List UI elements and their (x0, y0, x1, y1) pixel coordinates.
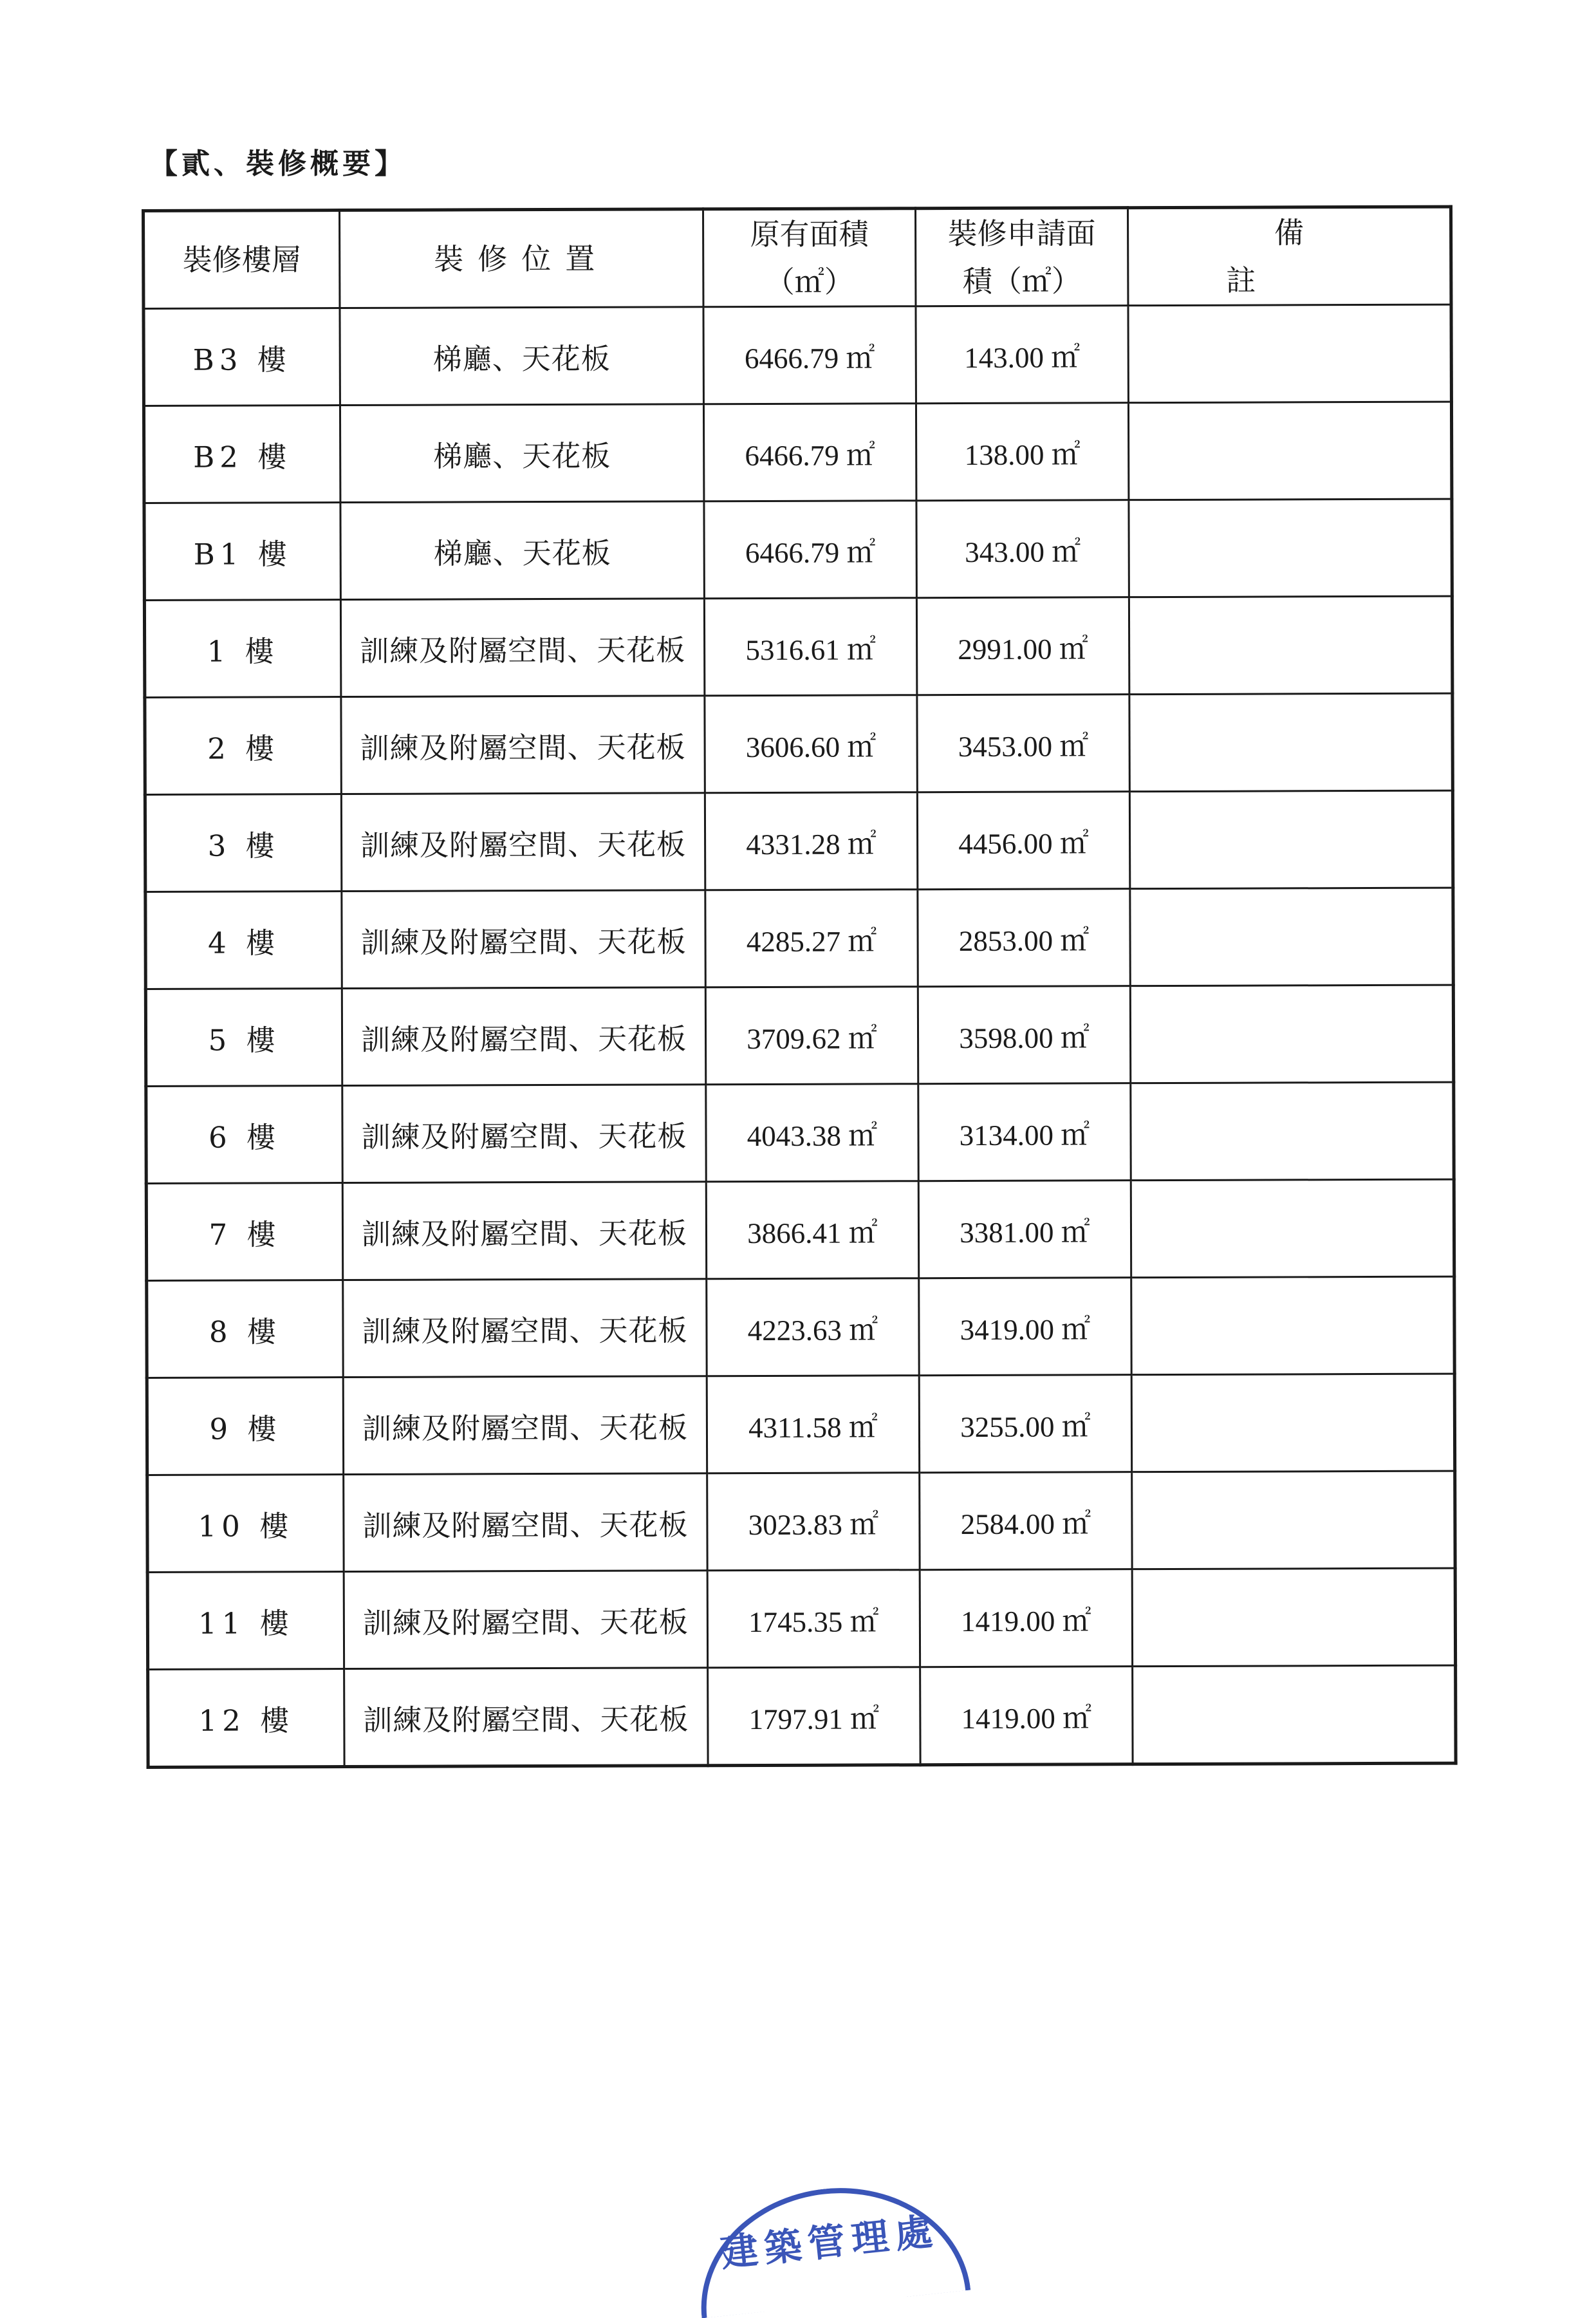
remarks-cell (1128, 402, 1451, 500)
remarks-cell (1128, 304, 1451, 403)
table-row (145, 888, 1453, 989)
location-cell: 梯廳、天花板 (340, 404, 703, 503)
applied-area-cell: 2853.00 ㎡ (918, 889, 1130, 987)
header-original-area: 原有面積 （㎡） (703, 209, 916, 307)
table-row (147, 1374, 1454, 1475)
table-row (144, 402, 1451, 503)
remarks-cell (1131, 1179, 1454, 1278)
location-cell: 訓練及附屬空間、天花板 (341, 696, 705, 794)
applied-area-cell: 3255.00 ㎡ (919, 1375, 1131, 1473)
applied-area-cell: 3453.00 ㎡ (917, 695, 1129, 792)
floor-cell: 11 樓 (147, 1572, 344, 1670)
table-row (146, 1179, 1454, 1280)
floor-cell: 9 樓 (147, 1378, 343, 1475)
floor-cell: 5 樓 (145, 989, 342, 1087)
floor-cell: 7 樓 (146, 1183, 342, 1281)
applied-area-cell: 3134.00 ㎡ (918, 1083, 1131, 1181)
location-cell: 訓練及附屬空間、天花板 (343, 1279, 707, 1378)
original-area-cell: 6466.79 ㎡ (704, 501, 916, 599)
location-cell: 訓練及附屬空間、天花板 (342, 1182, 706, 1280)
remarks-cell (1132, 1568, 1455, 1667)
original-area-cell: 5316.61 ㎡ (704, 598, 916, 696)
remarks-cell (1130, 985, 1453, 1083)
seal-text: 建築管理處 (718, 2209, 941, 2276)
section-title: 【貳、裝修概要】 (149, 147, 407, 180)
original-area-cell: 3709.62 ㎡ (705, 987, 918, 1085)
original-area-cell: 6466.79 ㎡ (703, 306, 916, 404)
floor-cell: 2 樓 (145, 697, 341, 795)
table-row (144, 304, 1451, 406)
original-area-cell: 3023.83 ㎡ (707, 1473, 920, 1571)
floor-cell: 10 樓 (147, 1475, 344, 1573)
location-cell: 訓練及附屬空間、天花板 (344, 1668, 708, 1767)
applied-area-cell: 1419.00 ㎡ (920, 1569, 1132, 1667)
table-row (147, 1568, 1455, 1669)
table-row (147, 1276, 1454, 1378)
remarks-cell (1132, 1471, 1455, 1569)
original-area-cell: 4311.58 ㎡ (707, 1376, 919, 1473)
table-row (144, 499, 1452, 600)
floor-cell: 1 樓 (144, 600, 340, 698)
floor-cell: 8 樓 (147, 1280, 343, 1378)
applied-area-cell: 3419.00 ㎡ (919, 1278, 1131, 1376)
original-area-cell: 4223.63 ㎡ (707, 1278, 919, 1376)
applied-area-cell: 3381.00 ㎡ (918, 1181, 1131, 1278)
floor-cell: 6 樓 (146, 1086, 342, 1184)
header-floor: 裝修樓層 (144, 210, 340, 309)
floor-cell: 12 樓 (148, 1669, 344, 1768)
table-row (146, 1082, 1454, 1183)
table-row (147, 1471, 1455, 1572)
table-row (145, 790, 1452, 892)
floor-cell: 4 樓 (145, 892, 342, 989)
location-cell: 訓練及附屬空間、天花板 (344, 1473, 707, 1572)
remarks-cell (1129, 596, 1452, 695)
applied-area-cell: 3598.00 ㎡ (918, 986, 1130, 1084)
applied-area-cell: 343.00 ㎡ (916, 500, 1129, 598)
table-header-row (144, 207, 1451, 308)
table-row (145, 985, 1453, 1086)
original-area-cell: 1745.35 ㎡ (707, 1570, 920, 1668)
location-cell: 訓練及附屬空間、天花板 (342, 1085, 706, 1183)
remarks-cell (1131, 1374, 1454, 1472)
header-remarks: 備註 (1128, 207, 1451, 306)
location-cell: 訓練及附屬空間、天花板 (341, 793, 705, 892)
table-row (145, 693, 1452, 794)
floor-cell: B1 樓 (144, 503, 340, 601)
original-area-cell: 4285.27 ㎡ (705, 890, 918, 987)
original-area-cell: 3606.60 ㎡ (705, 695, 917, 793)
table-row (144, 596, 1452, 697)
applied-area-cell: 2584.00 ㎡ (920, 1472, 1132, 1570)
original-area-cell: 6466.79 ㎡ (703, 404, 916, 501)
header-location: 裝修位置 (340, 209, 703, 308)
original-area-cell: 4043.38 ㎡ (706, 1084, 918, 1182)
location-cell: 訓練及附屬空間、天花板 (340, 599, 704, 697)
applied-area-cell: 138.00 ㎡ (916, 403, 1128, 501)
floor-cell: B2 樓 (144, 406, 340, 503)
floor-cell: B3 樓 (144, 308, 340, 406)
location-cell: 訓練及附屬空間、天花板 (344, 1571, 707, 1669)
location-cell: 訓練及附屬空間、天花板 (343, 1376, 707, 1475)
applied-area-cell: 1419.00 ㎡ (920, 1667, 1133, 1765)
remarks-cell (1133, 1665, 1456, 1764)
table-row (148, 1665, 1456, 1767)
remarks-cell (1129, 499, 1452, 597)
applied-area-cell: 4456.00 ㎡ (917, 792, 1129, 890)
applied-area-cell: 2991.00 ㎡ (916, 597, 1129, 695)
original-area-cell: 3866.41 ㎡ (706, 1181, 918, 1279)
remarks-cell (1129, 693, 1452, 792)
original-area-cell: 4331.28 ㎡ (705, 792, 917, 890)
remarks-cell (1129, 790, 1452, 889)
remarks-cell (1131, 1082, 1454, 1181)
header-applied-area: 裝修申請面 積（㎡） (916, 208, 1128, 306)
location-cell: 梯廳、天花板 (340, 307, 703, 406)
applied-area-cell: 143.00 ㎡ (916, 306, 1128, 404)
location-cell: 訓練及附屬空間、天花板 (342, 890, 705, 989)
table-body (144, 304, 1456, 1767)
location-cell: 訓練及附屬空間、天花板 (342, 987, 705, 1086)
location-cell: 梯廳、天花板 (340, 501, 704, 600)
remarks-cell (1131, 1276, 1454, 1375)
floor-cell: 3 樓 (145, 794, 341, 892)
renovation-summary-table (142, 205, 1458, 1769)
remarks-cell (1130, 888, 1453, 986)
original-area-cell: 1797.91 ㎡ (708, 1667, 920, 1766)
official-seal (690, 2175, 971, 2318)
